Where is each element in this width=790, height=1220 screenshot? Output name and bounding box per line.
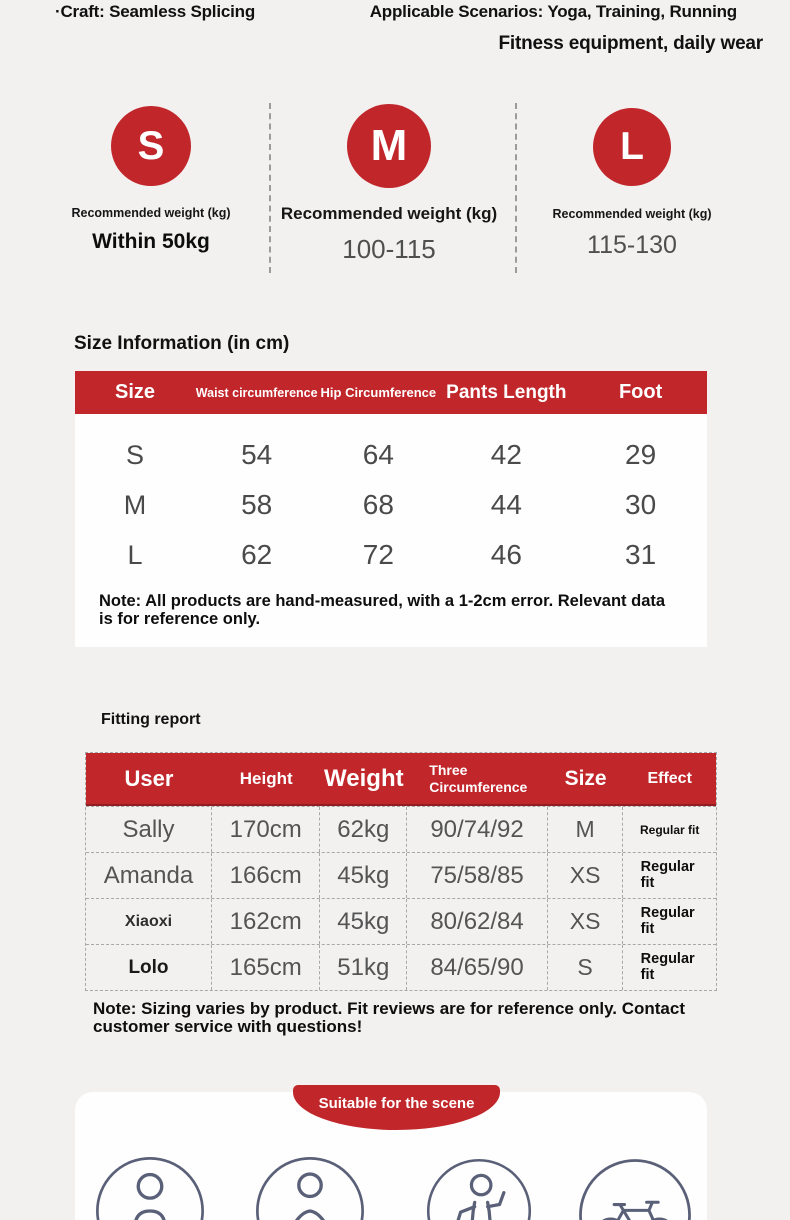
table-row — [75, 430, 707, 480]
bicycle-icon — [577, 1157, 693, 1220]
size-letter: S — [137, 123, 165, 168]
cell-hip: 72 — [362, 539, 394, 570]
cell-pants-length: 46 — [490, 539, 522, 570]
cell-waist: 58 — [241, 489, 273, 520]
cell-weight: 51kg — [320, 945, 407, 990]
cell-user: Xiaoxi — [86, 899, 212, 944]
column-header: Pants Length — [446, 381, 567, 403]
cell-effect — [623, 853, 716, 898]
size-table-body — [75, 414, 707, 580]
cell-weight: 45kg — [320, 899, 407, 944]
size-table-header — [75, 371, 707, 414]
cell-foot: 29 — [625, 439, 657, 470]
scenarios-line2-text: Fitness equipment, daily wear — [498, 33, 763, 54]
cell-size: L — [127, 539, 143, 570]
size-circle-l — [593, 108, 671, 186]
table-row — [75, 530, 707, 580]
column-header: Foot — [618, 381, 663, 403]
fitting-report-table — [85, 752, 717, 991]
cell-hip: 68 — [362, 489, 394, 520]
suitable-scene-badge: Suitable for the scene — [293, 1085, 500, 1130]
column-header: Effect — [647, 769, 692, 787]
effect-text: Regular fit — [640, 905, 695, 937]
cell-three-circumference: 90/74/92 — [407, 807, 547, 852]
cell-weight: 62kg — [320, 807, 407, 852]
recommended-weight-value: 100-115 — [342, 234, 436, 264]
cell-weight: 45kg — [320, 853, 407, 898]
dashed-divider — [269, 103, 271, 273]
table-row — [86, 944, 716, 990]
effect-text: Regular fit — [640, 859, 695, 891]
cell-effect — [623, 945, 716, 990]
size-guide-col-s — [36, 100, 266, 254]
cell-height: 165cm — [212, 945, 320, 990]
cell-height: 170cm — [212, 807, 320, 852]
yoga-person-icon — [254, 1155, 366, 1220]
cell-pants-length: 42 — [490, 439, 522, 470]
size-information-title: Size Information (in cm) — [74, 333, 290, 354]
column-header: Size — [115, 381, 156, 403]
recommended-weight-label: Recommended weight (kg) — [71, 206, 231, 220]
cell-size: S — [548, 945, 624, 990]
size-circle-s — [111, 106, 191, 186]
size-letter: L — [620, 125, 644, 168]
column-header: Waist circumference — [195, 385, 318, 400]
cell-three-circumference: 84/65/90 — [407, 945, 547, 990]
cell-user: Lolo — [86, 945, 212, 990]
size-circle-m — [347, 104, 431, 188]
running-person-icon — [425, 1157, 533, 1220]
cell-size: M — [123, 489, 147, 520]
fitting-report-note: Note: Sizing varies by product. Fit reviews are for reference only. Contact customer service with questions! — [93, 999, 686, 1037]
cell-hip: 64 — [362, 439, 394, 470]
cell-size: M — [548, 807, 624, 852]
cell-size: XS — [548, 899, 624, 944]
cell-size: S — [126, 439, 145, 470]
standing-person-icon — [94, 1155, 206, 1220]
cell-height: 162cm — [212, 899, 320, 944]
column-header: Hip Circumference — [320, 385, 437, 400]
cell-foot: 31 — [625, 539, 657, 570]
size-table — [75, 371, 707, 647]
cell-waist: 62 — [241, 539, 273, 570]
table-row — [86, 898, 716, 944]
size-table-note: Note: All products are hand-measured, with a 1-2cm error. Relevant data is for reference only. — [99, 592, 666, 629]
column-header: Three Circumference — [429, 762, 528, 795]
cell-size: XS — [548, 853, 624, 898]
column-header: Height — [239, 768, 293, 788]
column-header: Size — [564, 766, 607, 790]
craft-text: ·Craft: Seamless Splicing — [55, 2, 256, 21]
table-row — [86, 852, 716, 898]
applicable-scenarios-text: Applicable Scenarios: Yoga, Training, Running — [369, 2, 737, 21]
cell-effect: Regular fit — [640, 822, 700, 837]
table-row — [75, 480, 707, 530]
column-header: Weight — [324, 764, 404, 792]
cell-three-circumference: 75/58/85 — [407, 853, 547, 898]
cell-user: Sally — [86, 807, 212, 852]
size-letter: M — [370, 121, 408, 170]
size-guide-col-m — [274, 98, 504, 265]
cell-effect — [623, 899, 716, 944]
cell-height: 166cm — [212, 853, 320, 898]
cell-three-circumference: 80/62/84 — [407, 899, 547, 944]
cell-waist: 54 — [241, 439, 273, 470]
recommended-weight-label: Recommended weight (kg) — [552, 207, 712, 221]
recommended-weight-label: Recommended weight (kg) — [280, 204, 498, 223]
table-row — [86, 806, 716, 852]
fitting-report-title: Fitting report — [101, 711, 201, 728]
cell-user: Amanda — [86, 853, 212, 898]
effect-text: Regular fit — [640, 951, 695, 983]
recommended-weight-value: 115-130 — [587, 231, 677, 259]
size-guide-col-l — [517, 102, 747, 260]
column-header: User — [124, 765, 174, 791]
cell-pants-length: 44 — [490, 489, 522, 520]
cell-foot: 30 — [625, 489, 657, 520]
fitting-table-header — [86, 753, 716, 806]
recommended-weight-value: Within 50kg — [92, 230, 210, 253]
